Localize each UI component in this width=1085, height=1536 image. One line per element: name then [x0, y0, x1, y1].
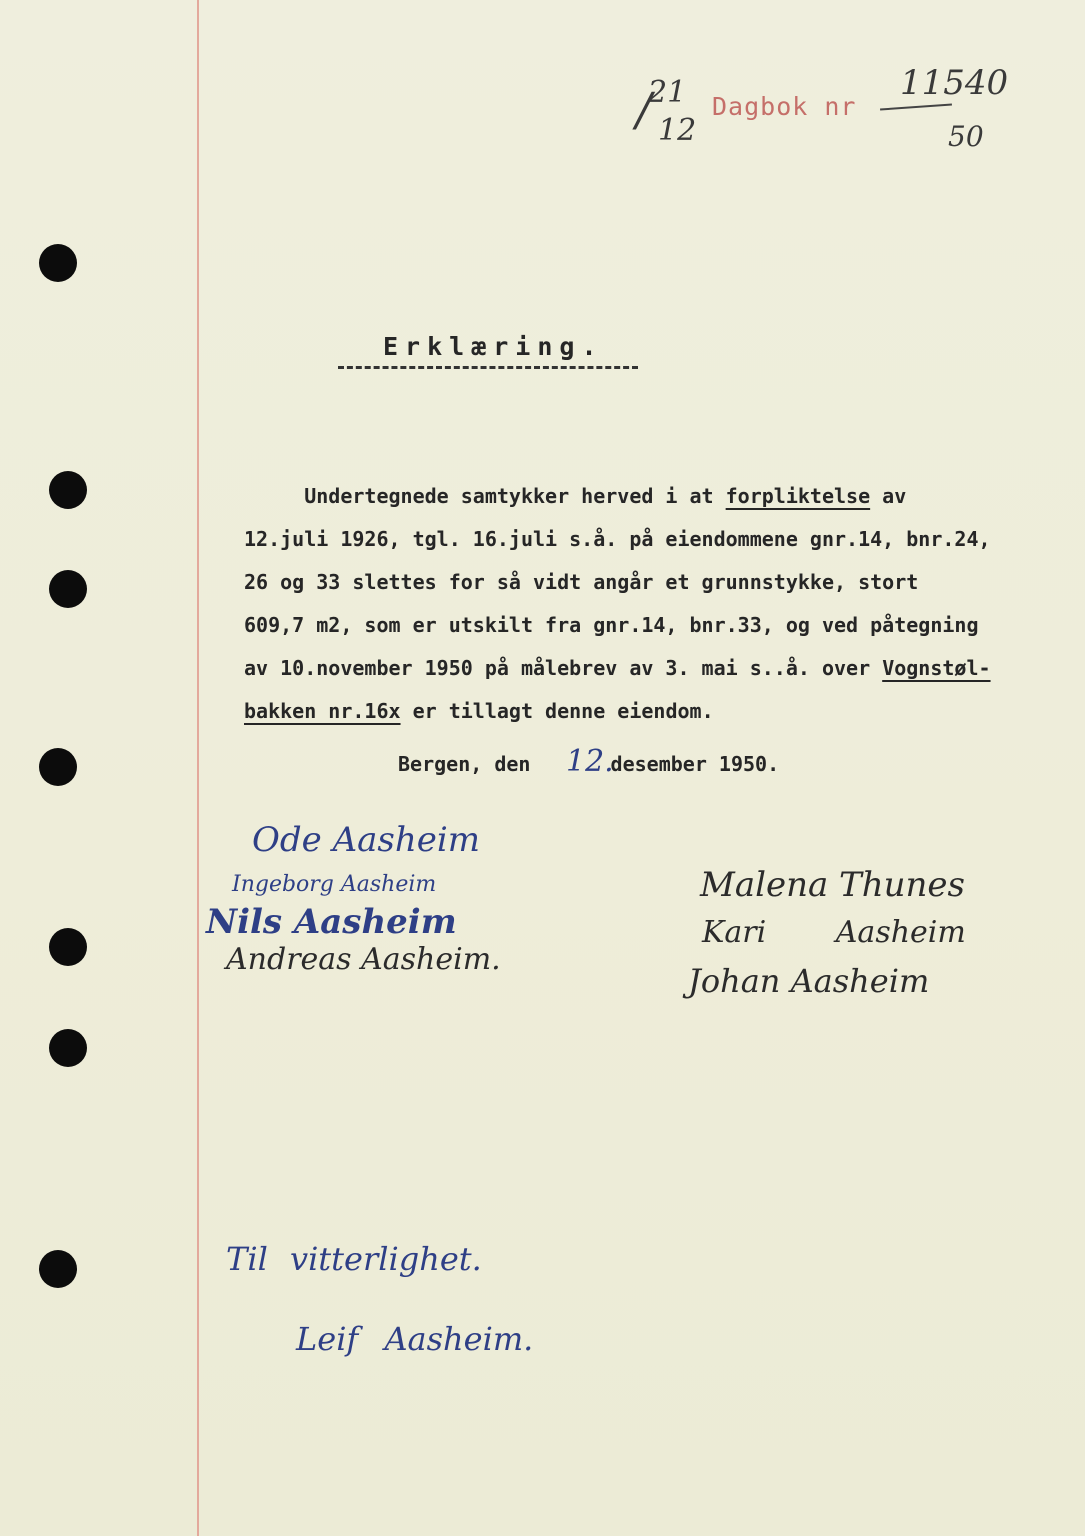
stamp-date-day: 21	[648, 75, 687, 110]
signature: Malena Thunes	[700, 865, 965, 905]
body-line: 12.juli 1926, tgl. 16.juli s.å. på eiendommene gnr.14, bnr.24,	[244, 527, 991, 551]
title-underline	[338, 366, 638, 369]
stamp-date-month: 12	[658, 113, 697, 148]
underlined-term: bakken nr.16x	[244, 699, 401, 723]
body-line: 26 og 33 slettes for så vidt angår et grunnstykke, stort	[244, 570, 919, 594]
signature: Ingeborg Aasheim	[232, 872, 437, 897]
witness-signature: Leif Aasheim.	[296, 1320, 534, 1358]
body-line: bakken nr.16x er tillagt denne eiendom.	[244, 699, 714, 723]
signature: Kari Aasheim	[702, 915, 966, 950]
declaration-body	[244, 475, 1044, 733]
punch-hole	[49, 1029, 87, 1067]
underlined-term: Vognstøl-	[882, 656, 991, 680]
signature: Ode Aasheim	[252, 820, 480, 860]
place-date: Bergen, den desember 1950.	[398, 752, 780, 776]
punch-hole	[39, 1250, 77, 1288]
signature: Johan Aasheim	[688, 962, 930, 1000]
punch-hole	[39, 244, 77, 282]
date-day-handwritten: 12.	[566, 744, 614, 779]
margin-line	[197, 0, 199, 1536]
punch-hole	[39, 748, 77, 786]
dagbok-number: 11540	[900, 63, 1009, 103]
dagbok-label: Dagbok nr	[712, 92, 857, 121]
dagbok-rule	[880, 103, 952, 110]
dagbok-year: 50	[948, 120, 984, 153]
signature: Nils Aasheim	[206, 902, 457, 942]
punch-hole	[49, 570, 87, 608]
document-page: 21 / 12 Dagbok nr 11540 50 Erklæring. Undertegnede samtykker herved i at forpliktelse av 12.juli 1926, tgl. 16.juli s.å. på eiendommene gnr.14, bnr.24, 26 og 33 slettes for så vidt angår et grunnstykke, stort 609,7 m2, som er utskilt fra gnr.14, bnr.33, og ved påtegning av 10.november 1950 på målebrev av 3. mai s..å. over Vognstøl- bakken nr.16x er tillagt denne eiendom. Bergen, den desember 1950. 12. Ode Aasheim Ingeborg Aasheim Nils Aasheim Andreas Aasheim. Malena Thunes Kari Aasheim Johan Aasheim Til vitterlighet. Leif Aasheim.	[0, 0, 1085, 1536]
document-title: Erklæring.	[383, 332, 604, 361]
body-line: Undertegnede samtykker herved i at forpliktelse av	[244, 484, 907, 508]
punch-hole	[49, 928, 87, 966]
signature: Andreas Aasheim.	[226, 942, 501, 977]
body-line: 609,7 m2, som er utskilt fra gnr.14, bnr.33, og ved påtegning	[244, 613, 979, 637]
body-line: av 10.november 1950 på målebrev av 3. mai s..å. over Vognstøl-	[244, 656, 991, 680]
witness-label: Til vitterlighet.	[226, 1240, 482, 1278]
punch-hole	[49, 471, 87, 509]
underlined-term: forpliktelse	[725, 484, 871, 508]
